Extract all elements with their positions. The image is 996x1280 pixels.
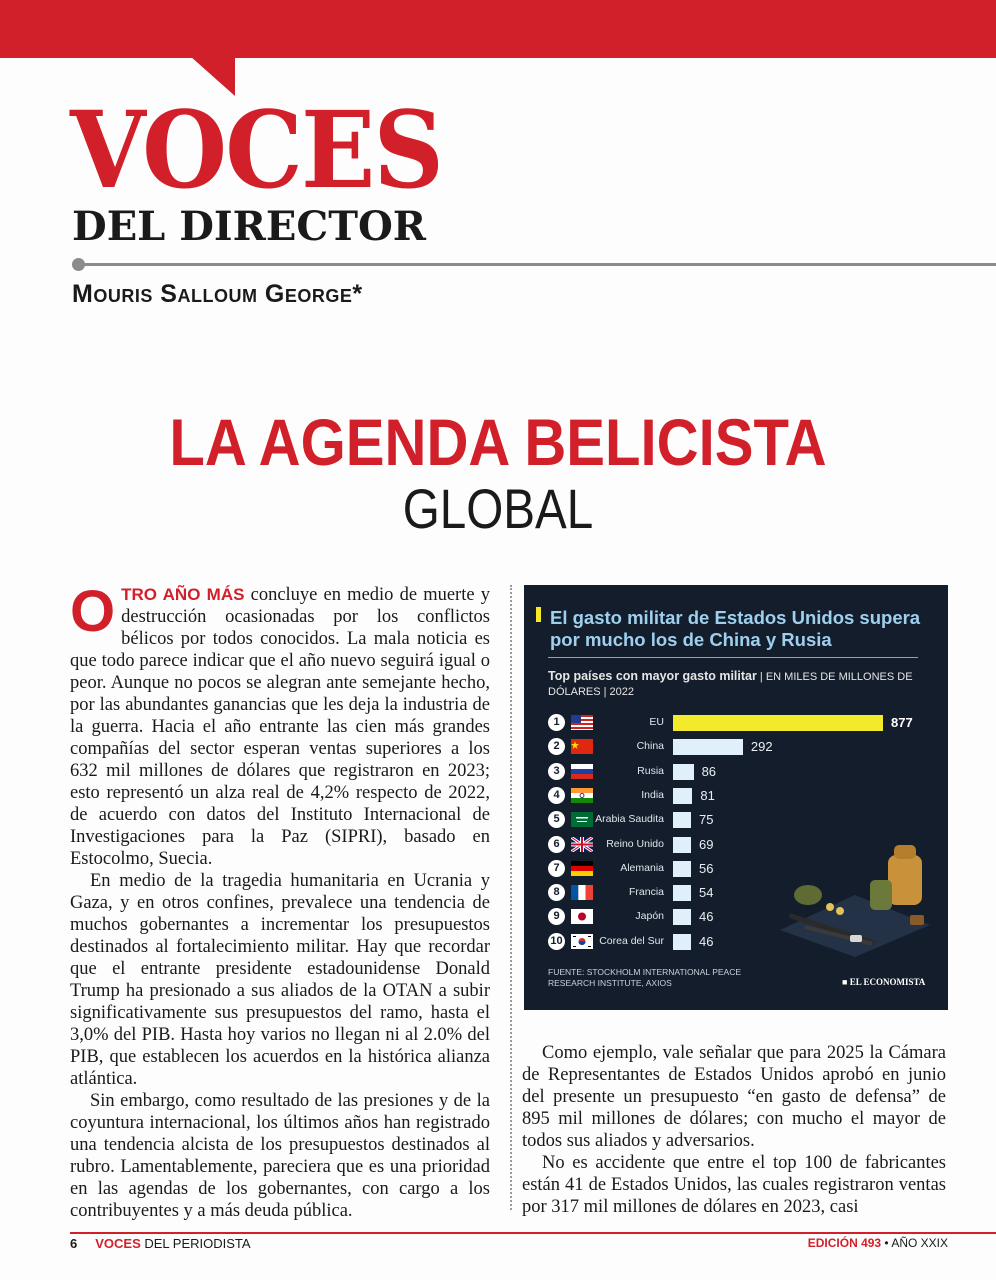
value-label: 46 bbox=[699, 909, 714, 925]
rank-badge: 2 bbox=[548, 738, 565, 755]
germany-flag bbox=[571, 861, 593, 876]
country-label: China bbox=[636, 740, 664, 753]
headline-main: LA AGENDA BELICISTA bbox=[169, 405, 827, 479]
year-label: AÑO XXIX bbox=[891, 1236, 948, 1250]
value-label: 877 bbox=[891, 715, 913, 730]
rank-badge: 1 bbox=[548, 714, 565, 731]
footer-section: DEL PERIODISTA bbox=[140, 1236, 251, 1251]
value-label: 56 bbox=[699, 860, 714, 876]
country-label: Francia bbox=[628, 886, 664, 899]
value-label: 81 bbox=[700, 787, 715, 803]
korea-flag bbox=[571, 934, 593, 949]
chart-subtitle bbox=[548, 669, 943, 700]
column-divider bbox=[510, 585, 512, 1210]
paragraph-5: No es accidente que entre el top 100 de fabricantes están 41 de Estados Unidos, las cuales registraron ventas por 317 mil millones de dólares en 2023, casi bbox=[522, 1153, 946, 1217]
drop-cap: O bbox=[70, 579, 116, 644]
footer-bullet: • bbox=[881, 1236, 892, 1250]
russia-flag bbox=[571, 764, 593, 779]
section-brand: VOCES bbox=[70, 87, 443, 212]
country-label: Rusia bbox=[637, 764, 664, 777]
country-label: Alemania bbox=[620, 861, 664, 874]
article-right-column bbox=[522, 1042, 946, 1218]
military-gear-illustration bbox=[770, 835, 940, 960]
value-label: 46 bbox=[699, 933, 714, 949]
country-label: EU bbox=[649, 716, 664, 728]
page-number: 6 bbox=[70, 1236, 78, 1251]
rank-badge: 4 bbox=[548, 787, 565, 804]
footer-left bbox=[70, 1236, 251, 1251]
bar bbox=[673, 837, 691, 853]
country-label: Japón bbox=[635, 910, 664, 923]
value-label: 86 bbox=[701, 763, 717, 779]
france-flag bbox=[571, 885, 593, 900]
rank-badge: 8 bbox=[548, 884, 565, 901]
value-label: 69 bbox=[699, 836, 714, 852]
rank-badge: 6 bbox=[548, 836, 565, 853]
paragraph-2: En medio de la tragedia humanitaria en Ucrania y Gaza, y en otros confines, prevalece una tendencia de muchos gobernantes a incrementar los presupuestos destinados al fortalecimiento militar. Hay que recordar que el entrante presidente estadounidense Donald Trump ha presionado a sus aliados de la OTAN a subir significativamente sus presupuestos del ramo, hasta el 3,0% del PIB. Hasta hoy varios no llegan ni al 2.0% del PIB, que establecen los acuerdos en la histórica alianza atlántica. bbox=[70, 871, 490, 1089]
bar bbox=[673, 788, 692, 804]
publisher-logo-text: EL ECONOMISTA bbox=[849, 977, 926, 987]
rank-badge: 10 bbox=[548, 933, 565, 950]
header-rule bbox=[80, 263, 996, 266]
country-label: Corea del Sur bbox=[599, 934, 664, 947]
article-left-column bbox=[70, 579, 490, 1222]
headline-secondary: GLOBAL bbox=[402, 477, 594, 540]
bar bbox=[673, 812, 691, 828]
bar-row bbox=[524, 713, 948, 733]
chart-title: El gasto militar de Estados Unidos supera por mucho los de China y Rusia bbox=[550, 607, 921, 650]
bar bbox=[673, 739, 743, 755]
author-byline: Mouris Salloum George* bbox=[72, 280, 363, 308]
bar-row bbox=[524, 737, 948, 757]
publisher-logo: ■ EL ECONOMISTA bbox=[842, 977, 926, 987]
bar bbox=[673, 934, 691, 950]
chart-title-rule bbox=[548, 657, 918, 658]
value-label: 54 bbox=[699, 885, 714, 901]
bar bbox=[673, 715, 883, 731]
title-accent-bar bbox=[536, 607, 541, 622]
bar bbox=[673, 861, 691, 877]
india-flag bbox=[571, 788, 593, 803]
bar bbox=[673, 764, 694, 780]
paragraph-1 bbox=[70, 579, 490, 870]
edition-number: EDICIÓN 493 bbox=[807, 1236, 882, 1250]
bar bbox=[673, 885, 691, 901]
rank-badge: 9 bbox=[548, 908, 565, 925]
country-label: India bbox=[641, 788, 664, 801]
uk-flag bbox=[571, 837, 593, 852]
footer-right bbox=[808, 1236, 948, 1250]
section-subtitle: DEL DIRECTOR bbox=[72, 203, 427, 250]
country-label: Arabia Saudita bbox=[595, 813, 664, 826]
footer-brand: VOCES bbox=[95, 1236, 141, 1251]
value-label: 75 bbox=[699, 812, 714, 828]
bar bbox=[673, 909, 691, 925]
rank-badge: 7 bbox=[548, 860, 565, 877]
bar-row bbox=[524, 762, 948, 782]
chart-subtitle-units: | EN MILES DE MILLONES DE DÓLARES | 2022 bbox=[548, 671, 913, 698]
paragraph-3: Sin embargo, como resultado de las presiones y de la coyuntura internacional, los últimos años han registrado una tendencia alcista de los presupuestos destinados al rubro. Lamentablemente, pareciera que es una prioridad en las agendas de los gobernantes, con cargo a los contribuyentes y a más deuda pública. bbox=[70, 1091, 490, 1221]
chart-subtitle-bold: Top países con mayor gasto militar bbox=[548, 669, 757, 683]
bar-row bbox=[524, 810, 948, 830]
paragraph-1-text: concluye en medio de muerte y destrucción ocasionadas por los conflictos bélicos por todos conocidos. La mala noticia es que todo parece indicar que el año nuevo seguirá igual o peor. Aunque no pocos se alegran ante semejante hecho, por las abundantes ganancias que les deja la industria de la guerra. Hacia el año entrante las cien más grandes compañías del sector esperan ventas superiores a los 632 mil millones de dólares que registraron en 2023; esto representó un alza real de 4,2% respecto de 2022, de acuerdo con datos del Instituto Internacional de Investigaciones para la Paz (SIPRI), basado en Estocolmo, Suecia. bbox=[70, 585, 490, 869]
rank-badge: 3 bbox=[548, 763, 565, 780]
us-flag bbox=[571, 715, 593, 730]
chart-source: FUENTE: STOCKHOLM INTERNATIONAL PEACE RESEARCH INSTITUTE, AXIOS bbox=[548, 967, 742, 988]
saudi-flag bbox=[571, 812, 593, 827]
japan-flag bbox=[571, 909, 593, 924]
paragraph-4: Como ejemplo, vale señalar que para 2025 la Cámara de Representantes de Estados Unidos aprobó en junio del presente un presupuesto “en gasto de defensa” de 895 mil millones de dólares; con mucho el mayor de todos sus aliados y adversarios. bbox=[522, 1043, 946, 1151]
value-label: 292 bbox=[750, 739, 773, 755]
bar-row bbox=[524, 786, 948, 806]
china-flag bbox=[571, 739, 593, 754]
lead-in: TRO AÑO MÁS bbox=[121, 585, 245, 604]
top-banner bbox=[0, 0, 996, 58]
infographic bbox=[524, 585, 948, 1010]
rank-badge: 5 bbox=[548, 811, 565, 828]
country-label: Reino Unido bbox=[606, 837, 664, 850]
footer-rule bbox=[70, 1232, 996, 1234]
